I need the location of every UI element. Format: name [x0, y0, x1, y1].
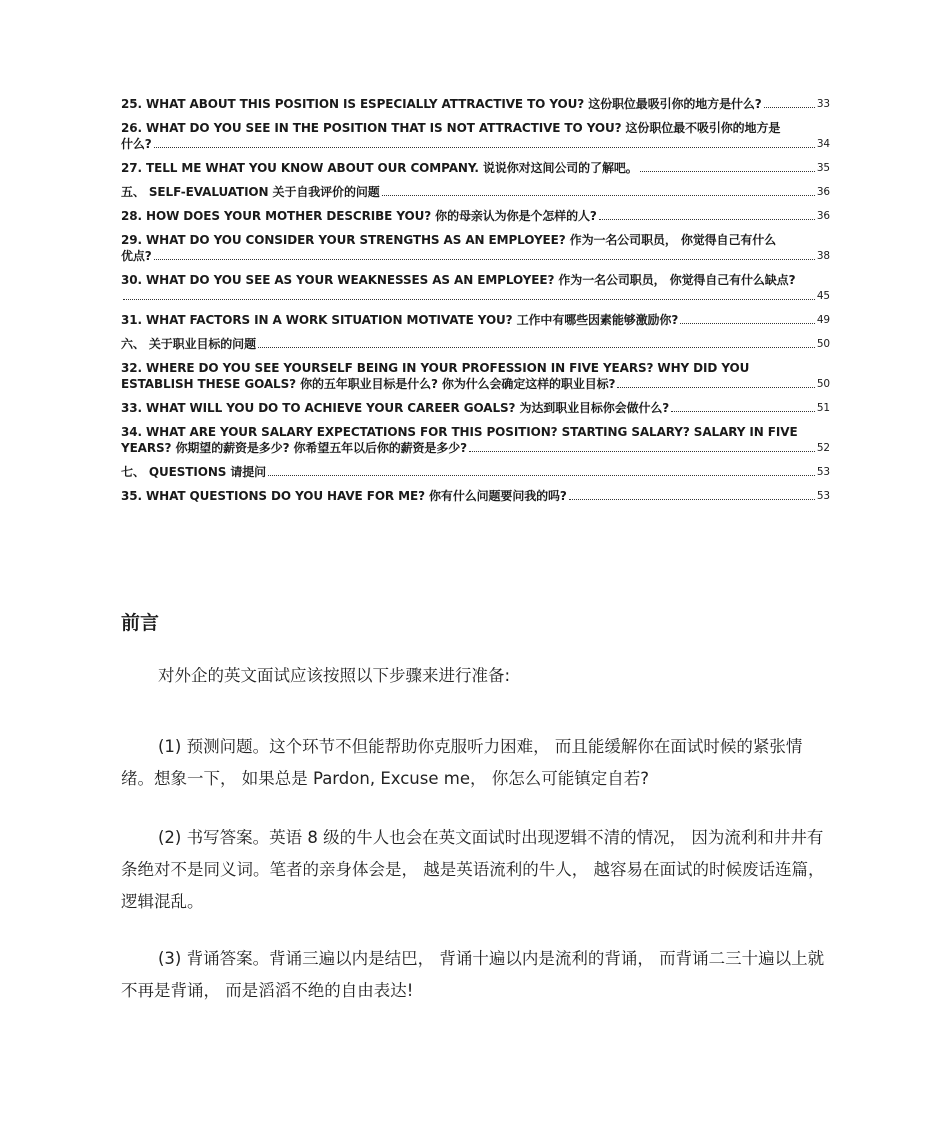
toc-entry-text: 25. WHAT ABOUT THIS POSITION IS ESPECIALLY ATTRACTIVE TO YOU? 这份职位最吸引你的地方是什么?: [121, 97, 762, 111]
toc-entry-text: 30. WHAT DO YOU SEE AS YOUR WEAKNESSES AS AN EMPLOYEE? 作为一名公司职员， 你觉得自己有什么缺点?: [121, 273, 796, 287]
toc-entry-29[interactable]: [121, 232, 830, 264]
toc-entry-text: 29. WHAT DO YOU CONSIDER YOUR STRENGTHS AS AN EMPLOYEE? 作为一名公司职员， 你觉得自己有什么: [121, 233, 777, 247]
toc-entry-33[interactable]: [121, 400, 830, 416]
dot-leader: [764, 107, 815, 108]
toc-page-number: 38: [816, 250, 830, 262]
toc-page-number: 36: [816, 210, 830, 222]
dot-leader: [382, 195, 815, 196]
toc-entry-26[interactable]: [121, 120, 830, 152]
toc-entry-32[interactable]: [121, 360, 830, 392]
toc-page-number: 35: [816, 162, 830, 174]
toc-entry-text-cont: 优点?: [121, 249, 152, 263]
toc-page-number: 53: [816, 466, 830, 478]
toc-entry-text: 32. WHERE DO YOU SEE YOURSELF BEING IN YOUR PROFESSION IN FIVE YEARS? WHY DID YOU: [121, 361, 750, 375]
dot-leader: [123, 299, 815, 300]
toc-entry-text: 五、 SELF-EVALUATION 关于自我评价的问题: [121, 185, 380, 199]
toc-page-number: 50: [816, 378, 830, 390]
toc-page-number: 45: [816, 290, 830, 302]
preface-paragraph-step3: (3) 背诵答案。背诵三遍以内是结巴， 背诵十遍以内是流利的背诵， 而背诵二三十遍以上就不再是背诵， 而是滔滔不绝的自由表达!: [121, 949, 825, 1000]
toc-entry-text-cont: ESTABLISH THESE GOALS? 你的五年职业目标是什么? 你为什么会确定这样的职业目标?: [121, 377, 616, 391]
toc-section-5[interactable]: [121, 184, 830, 200]
toc-page-number: 53: [816, 490, 830, 502]
toc-entry-25[interactable]: [121, 96, 830, 112]
preface-paragraph-step2: (2) 书写答案。英语 8 级的牛人也会在英文面试时出现逻辑不清的情况， 因为流利和井井有条绝对不是同义词。笔者的亲身体会是， 越是英语流利的牛人， 越容易在面试的时候废话连篇， 逻辑混乱。: [121, 828, 825, 911]
toc-page-number: 52: [816, 442, 830, 454]
dot-leader: [599, 219, 815, 220]
toc-page-number: 51: [816, 402, 830, 414]
toc-entry-28[interactable]: [121, 208, 830, 224]
dot-leader: [640, 171, 815, 172]
toc-entry-text-cont: YEARS? 你期望的薪资是多少? 你希望五年以后你的薪资是多少?: [121, 441, 467, 455]
toc-section-6[interactable]: [121, 336, 830, 352]
toc-entry-text-cont: 什么?: [121, 137, 152, 151]
toc-entry-text: 34. WHAT ARE YOUR SALARY EXPECTATIONS FOR THIS POSITION? STARTING SALARY? SALARY IN FIVE: [121, 425, 798, 439]
dot-leader: [154, 259, 815, 260]
toc-entry-text: 26. WHAT DO YOU SEE IN THE POSITION THAT IS NOT ATTRACTIVE TO YOU? 这份职位最不吸引你的地方是: [121, 121, 781, 135]
toc-section-7[interactable]: [121, 464, 830, 480]
dot-leader: [671, 411, 815, 412]
preface-paragraph-intro: 对外企的英文面试应该按照以下步骤来进行准备:: [158, 666, 511, 685]
toc-entry-text: 六、 关于职业目标的问题: [121, 337, 256, 351]
toc-entry-text: 35. WHAT QUESTIONS DO YOU HAVE FOR ME? 你有什么问题要问我的吗?: [121, 489, 567, 503]
toc-entry-34[interactable]: [121, 424, 830, 456]
toc-page-number: 34: [816, 138, 830, 150]
toc-entry-30[interactable]: [121, 272, 830, 304]
preface-title: 前言: [121, 612, 160, 634]
toc-page-number: 50: [816, 338, 830, 350]
dot-leader: [680, 323, 815, 324]
toc-entry-text: 28. HOW DOES YOUR MOTHER DESCRIBE YOU? 你的母亲认为你是个怎样的人?: [121, 209, 597, 223]
toc-entry-text: 七、 QUESTIONS 请提问: [121, 465, 267, 479]
toc-page-number: 36: [816, 186, 830, 198]
toc-page-number: 49: [816, 314, 830, 326]
dot-leader: [617, 387, 814, 388]
dot-leader: [154, 147, 815, 148]
toc-entry-27[interactable]: [121, 160, 830, 176]
preface-paragraph-step1: (1) 预测问题。这个环节不但能帮助你克服听力困难， 而且能缓解你在面试时候的紧张情绪。想象一下， 如果总是 Pardon, Excuse me， 你怎么可能镇定自若?: [121, 737, 803, 788]
dot-leader: [258, 347, 815, 348]
toc-entry-text: 31. WHAT FACTORS IN A WORK SITUATION MOTIVATE YOU? 工作中有哪些因素能够激励你?: [121, 313, 679, 327]
dot-leader: [268, 475, 815, 476]
toc-entry-text: 33. WHAT WILL YOU DO TO ACHIEVE YOUR CAREER GOALS? 为达到职业目标你会做什么?: [121, 401, 670, 415]
toc-page-number: 33: [816, 98, 830, 110]
toc-entry-text: 27. TELL ME WHAT YOU KNOW ABOUT OUR COMPANY. 说说你对这间公司的了解吧。: [121, 161, 638, 175]
toc-entry-35[interactable]: [121, 488, 830, 504]
toc-entry-31[interactable]: [121, 312, 830, 328]
dot-leader: [469, 451, 815, 452]
dot-leader: [569, 499, 815, 500]
table-of-contents: [121, 96, 830, 512]
